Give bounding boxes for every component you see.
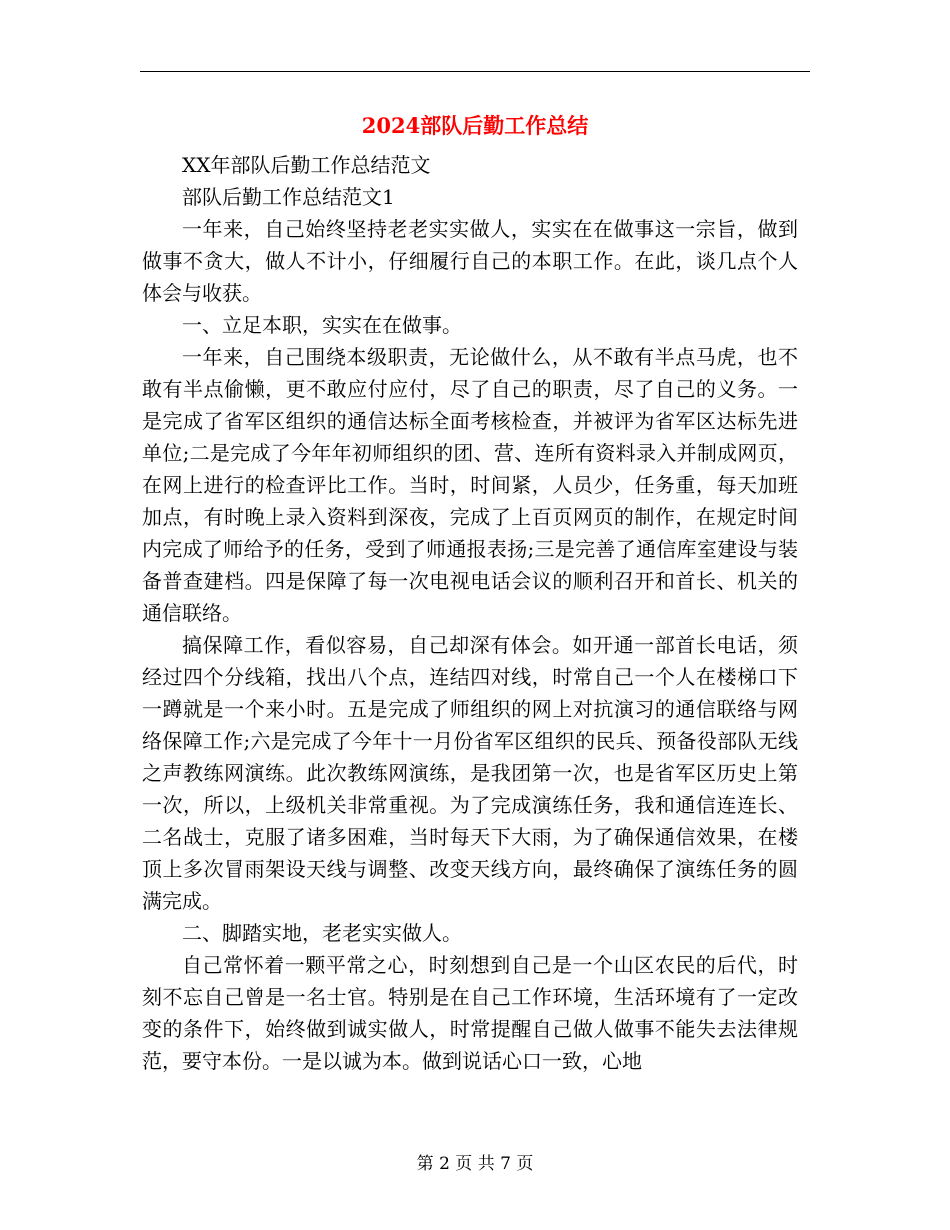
paragraph-body-1: 一年来，自己围绕本级职责，无论做什么，从不敢有半点马虎，也不敢有半点偷懒，更不敢应付应付，尽了自己的职责，尽了自己的义务。一是完成了省军区组织的通信达标全面考核检查，并被评为省军区达标先进单位;二是完成了今年年初师组织的团、营、连所有资料录入并制成网页，在网上进行的检查评比工作。当时，时间紧，人员少，任务重，每天加班加点，有时晚上录入资料到深夜，完成了上百页网页的制作，在规定时间内完成了师给予的任务，受到了师通报表扬;三是完善了通信库室建设与装备普查建档。四是保障了每一次电视电话会议的顺利召开和首长、机关的通信联络。 <box>142 345 798 625</box>
paragraph-body-2: 搞保障工作，看似容易，自己却深有体会。如开通一部首长电话，须经过四个分线箱，找出八个点，连结四对线，时常自己一个人在楼梯口下一蹲就是一个来小时。五是完成了师组织的网上对抗演习的通信联络与网络保障工作;六是完成了今年十一月份省军区组织的民兵、预备役部队无线之声教练网演练。此次教练网演练，是我团第一次，也是省军区历史上第一次，所以，上级机关非常重视。为了完成演练任务，我和通信连连长、二名战士，克服了诸多困难，当时每天下大雨，为了确保通信效果，在楼顶上多次冒雨架设天线与调整、改变天线方向，最终确保了演练任务的圆满完成。 <box>142 633 798 913</box>
header-rule <box>140 71 810 72</box>
paragraph-body-3: 自己常怀着一颗平常之心，时刻想到自己是一个山区农民的后代，时刻不忘自己曾是一名士官。特别是在自己工作环境，生活环境有了一定改变的条件下，始终做到诚实做人，时常提醒自己做人做事不能失去法律规范，要守本份。一是以诚为本。做到说话心口一致，心地 <box>142 953 798 1073</box>
paragraph-section-heading: 部队后勤工作总结范文1 <box>182 185 395 209</box>
paragraph-heading-1: 一、立足本职，实实在在做事。 <box>182 313 462 337</box>
paragraph-heading-2: 二、脚踏实地，老老实实做人。 <box>182 921 462 945</box>
paragraph-subtitle: XX年部队后勤工作总结范文 <box>182 153 431 177</box>
document-body <box>142 149 798 1077</box>
page-number-footer: 第 2 页 共 7 页 <box>416 1154 534 1174</box>
paragraph-intro: 一年来，自己始终坚持老老实实做人，实实在在做事这一宗旨，做到做事不贪大，做人不计小，仔细履行自己的本职工作。在此，谈几点个人体会与收获。 <box>142 217 798 305</box>
document-title: 2024部队后勤工作总结 <box>361 113 589 138</box>
